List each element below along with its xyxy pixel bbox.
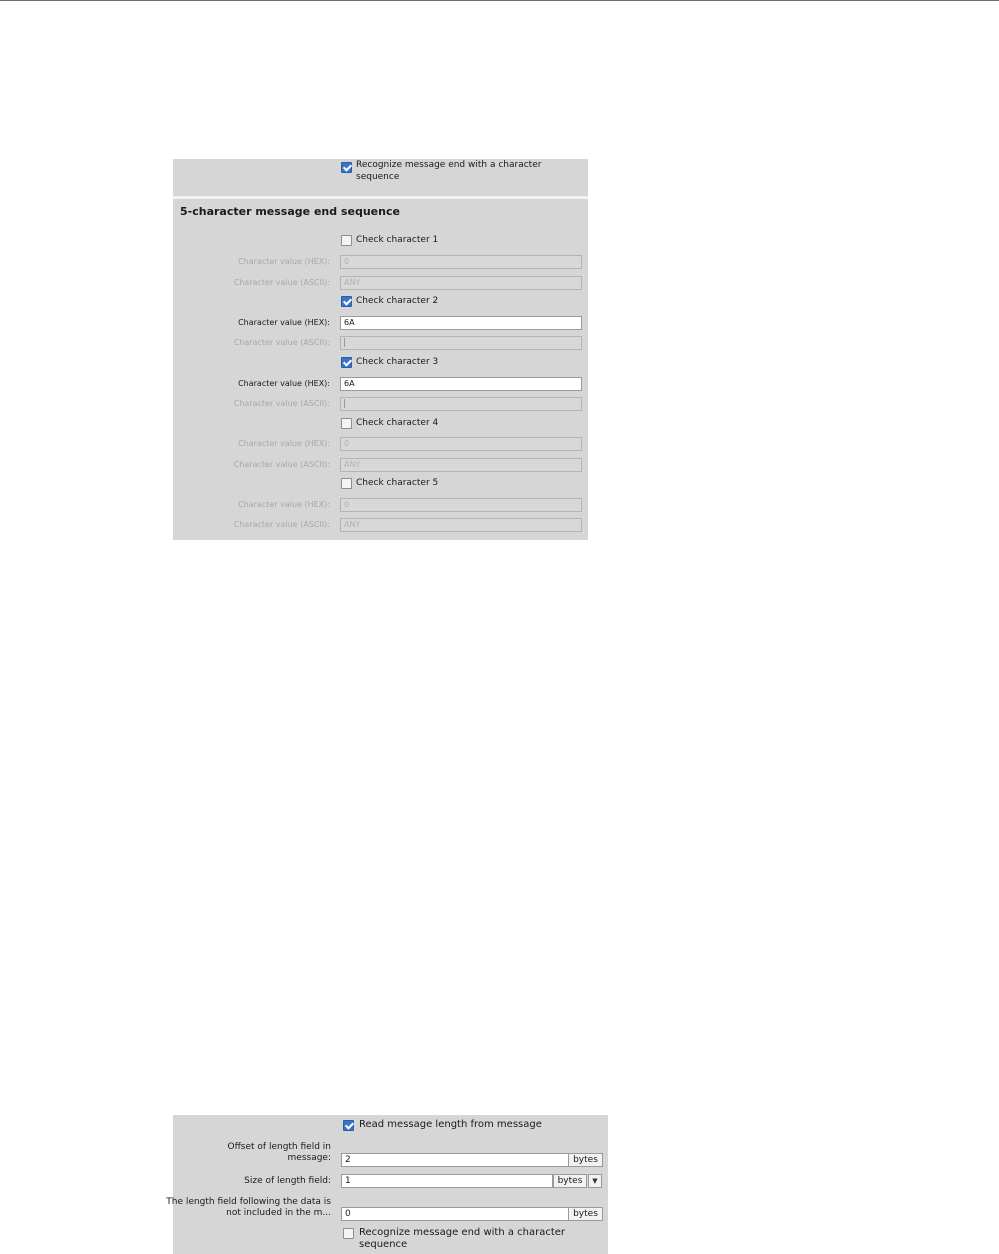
size-unit: bytes [553, 1174, 587, 1188]
char1-ascii-input[interactable]: ANY [340, 276, 582, 290]
char5-ascii-input[interactable]: ANY [340, 518, 582, 532]
char2-hex-input[interactable]: 6A [340, 316, 582, 330]
check-character-1-checkbox[interactable] [341, 235, 352, 246]
char3-hex-label: Character value (HEX): [238, 379, 330, 388]
recognize-end-label: Recognize message end with a character sequence [356, 160, 542, 182]
char1-hex-label: Character value (HEX): [238, 257, 330, 266]
check-character-2-checkbox[interactable] [341, 296, 352, 307]
char5-hex-label: Character value (HEX): [238, 500, 330, 509]
check-character-3-checkbox[interactable] [341, 357, 352, 368]
text-cursor [344, 338, 345, 347]
check-character-4-checkbox[interactable] [341, 418, 352, 429]
char3-ascii-input[interactable] [340, 397, 582, 411]
check-character-5-label: Check character 5 [356, 478, 439, 488]
char4-hex-label: Character value (HEX): [238, 439, 330, 448]
char3-ascii-label: Character value (ASCII): [233, 399, 330, 408]
char5-ascii-label: Character value (ASCII): [233, 520, 330, 529]
char1-ascii-label: Character value (ASCII): [233, 278, 330, 287]
message-end-settings-panel [173, 159, 588, 540]
following-unit: bytes [568, 1207, 603, 1221]
char4-ascii-input[interactable]: ANY [340, 458, 582, 472]
char2-ascii-label: Character value (ASCII): [233, 338, 330, 347]
offset-label: Offset of length field in message: [227, 1142, 331, 1163]
offset-input[interactable]: 2 [341, 1153, 569, 1167]
following-label: The length field following the data is not included in the m... [166, 1197, 331, 1218]
char2-ascii-input[interactable] [340, 336, 582, 350]
section-divider [173, 196, 588, 199]
recognize-end-label-2: Recognize message end with a character sequence [359, 1227, 566, 1250]
section-title: 5-character message end sequence [180, 205, 400, 218]
page-top-rule [0, 0, 999, 1]
char2-hex-label: Character value (HEX): [238, 318, 330, 327]
message-length-settings-panel [166, 1115, 608, 1254]
char4-hex-input[interactable]: 0 [340, 437, 582, 451]
chevron-down-icon[interactable]: ▼ [588, 1174, 602, 1188]
check-character-4-label: Check character 4 [356, 418, 439, 428]
check-character-2-label: Check character 2 [356, 296, 439, 306]
text-cursor [344, 399, 345, 408]
check-character-3-label: Check character 3 [356, 357, 439, 367]
char1-hex-input[interactable]: 0 [340, 255, 582, 269]
char4-ascii-label: Character value (ASCII): [233, 460, 330, 469]
char5-hex-input[interactable]: 0 [340, 498, 582, 512]
recognize-end-checkbox-2[interactable] [343, 1228, 354, 1239]
following-input[interactable]: 0 [341, 1207, 569, 1221]
recognize-end-checkbox[interactable] [341, 162, 352, 173]
read-length-label: Read message length from message [359, 1119, 542, 1130]
check-character-1-label: Check character 1 [356, 235, 439, 245]
offset-unit: bytes [568, 1153, 603, 1167]
read-length-checkbox[interactable] [343, 1120, 354, 1131]
check-character-5-checkbox[interactable] [341, 478, 352, 489]
size-input[interactable]: 1 [341, 1174, 553, 1188]
char3-hex-input[interactable]: 6A [340, 377, 582, 391]
size-label: Size of length field: [244, 1176, 331, 1186]
